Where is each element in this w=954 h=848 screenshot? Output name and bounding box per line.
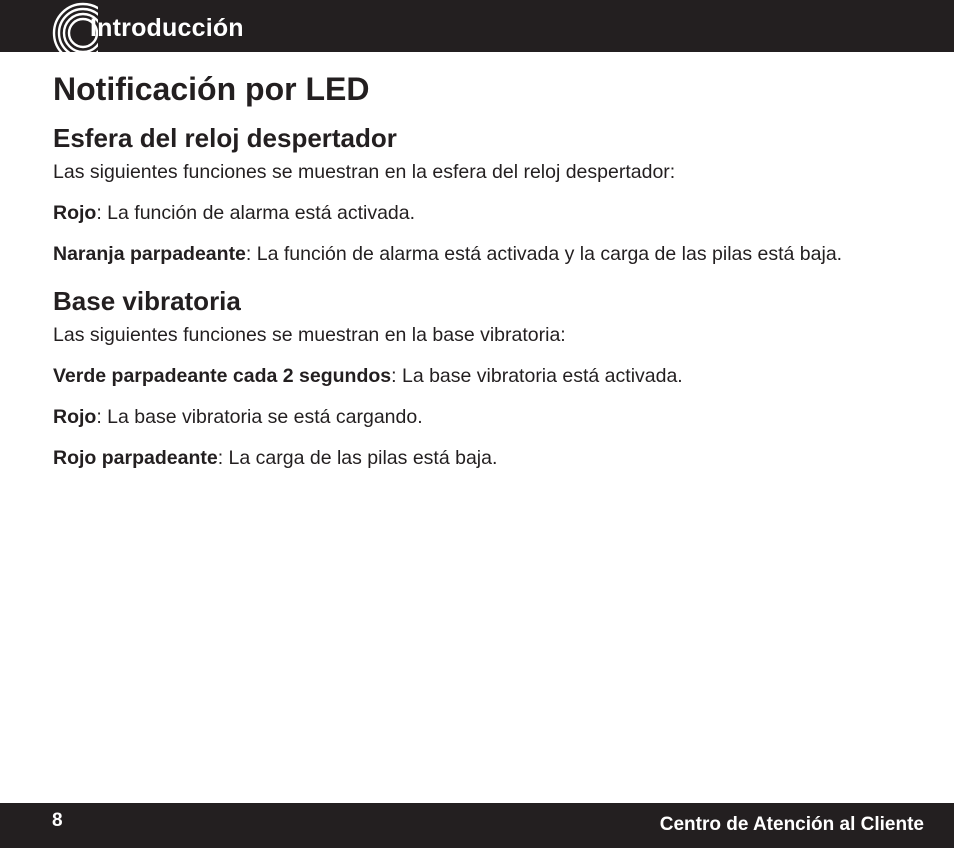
item-label: Naranja parpadeante — [53, 243, 246, 265]
list-item — [53, 358, 913, 394]
section-intro-base: Las siguientes funciones se muestran en la base vibratoria: — [53, 324, 566, 346]
item-text: : La base vibratoria está activada. — [391, 365, 683, 387]
list-item — [53, 236, 913, 272]
item-text: : La función de alarma está activada y la carga de las pilas está baja. — [245, 243, 843, 265]
section-heading-esfera: Esfera del reloj despertador — [53, 123, 397, 153]
item-label: Rojo parpadeante — [53, 447, 218, 469]
header-bar — [0, 0, 954, 52]
page-number: 8 — [52, 810, 63, 831]
item-label: Rojo — [53, 202, 97, 224]
section-intro-esfera: Las siguientes funciones se muestran en la esfera del reloj despertador: — [53, 161, 676, 183]
footer-text: Centro de Atención al Cliente — [659, 814, 924, 835]
page-title: Notificación por LED — [53, 71, 370, 107]
item-label: Rojo — [53, 406, 97, 428]
list-item — [53, 195, 913, 231]
item-text: : La función de alarma está activada. — [96, 202, 416, 224]
item-text: : La base vibratoria se está cargando. — [96, 406, 423, 428]
item-label: Verde parpadeante cada 2 segundos — [53, 365, 392, 387]
header-section-title: Introducción — [90, 14, 244, 42]
page-content — [53, 70, 913, 476]
list-item — [53, 440, 913, 476]
item-text: : La carga de las pilas está baja. — [217, 447, 498, 469]
list-item — [53, 399, 913, 435]
section-heading-base: Base vibratoria — [53, 286, 241, 316]
